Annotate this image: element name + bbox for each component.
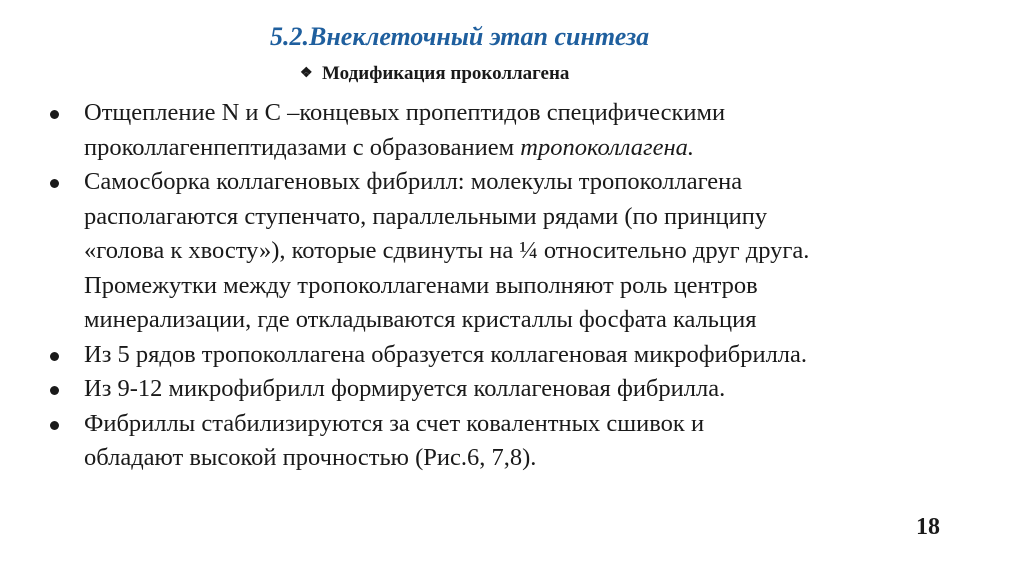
bullet-line: Самосборка коллагеновых фибрилл: молекулы тропоколлагена (84, 168, 743, 195)
subtitle-text: Модификация проколлагена (322, 63, 570, 84)
bullet-line (84, 131, 994, 166)
list-item (44, 165, 994, 338)
bullet-line: Фибриллы стабилизируются за счет ковалентных сшивок и (84, 409, 705, 437)
bullet-dot-icon (50, 421, 59, 430)
bullet-line: Из 9-12 микрофибрилл формируется коллагеновая фибрилла. (84, 375, 726, 402)
list-item (44, 338, 994, 373)
bullet-line: минерализации, где откладываются кристаллы фосфата кальция (84, 306, 757, 333)
list-item (44, 96, 994, 165)
slide-title: 5.2.Внеклеточный этап синтеза (270, 22, 650, 51)
list-item (44, 372, 994, 407)
bullet-line: Отщепление N и С –концевых пропептидов специфическими (84, 99, 726, 126)
bullet-line: «голова к хвосту»), которые сдвинуты на ¼ относительно друг друга. (84, 237, 810, 264)
bullet-text: проколлагенпептидазами с образованием (84, 133, 521, 161)
diamond-bullet-icon: ❖ (300, 66, 313, 81)
list-item (44, 407, 994, 476)
bullet-dot-icon (50, 179, 59, 188)
bullet-dot-icon (50, 352, 59, 361)
bullet-line: Из 5 рядов тропоколлагена образуется коллагеновая микрофибрилла. (84, 340, 808, 368)
page-number: 18 (916, 514, 940, 540)
bullet-line: Промежутки между тропоколлагенами выполняют роль центров (84, 271, 758, 299)
bullet-dot-icon (50, 386, 59, 395)
bullet-italic-term: тропоколлагена. (520, 133, 695, 161)
bullet-line: обладают высокой прочностью (Рис.6, 7,8). (84, 444, 537, 471)
subtitle (300, 63, 569, 85)
bullet-list (44, 96, 994, 476)
bullet-dot-icon (50, 110, 59, 119)
bullet-line: располагаются ступенчато, параллельными рядами (по принципу (84, 202, 768, 230)
